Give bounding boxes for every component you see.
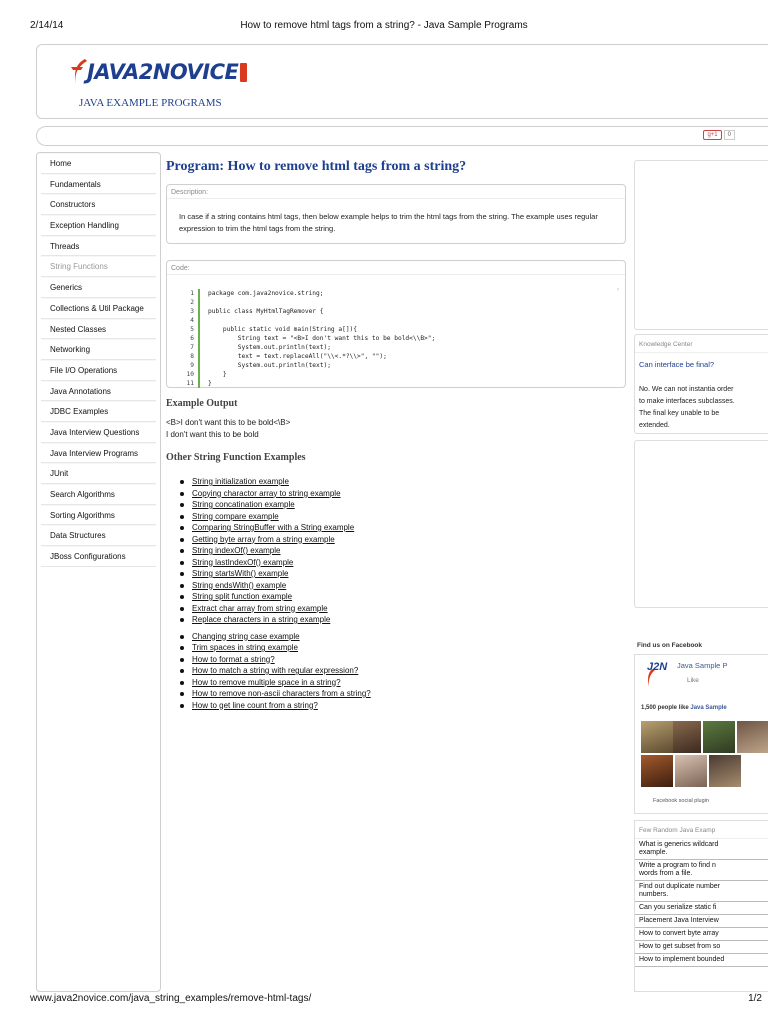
list-item	[180, 545, 626, 557]
facebook-like-button[interactable]: Like	[687, 677, 699, 684]
print-page-number: 1/2	[748, 993, 762, 1004]
example-link[interactable]: Replace characters in a string example	[192, 615, 331, 624]
list-item	[180, 631, 626, 643]
print-date: 2/14/14	[30, 20, 64, 31]
main-content	[166, 152, 626, 711]
logo-swoosh-icon	[67, 57, 89, 87]
list-item	[180, 534, 626, 546]
knowledge-answer: No. We can not instantia order to make interfaces subclasses. The final key unable to be extended.	[639, 386, 735, 429]
print-title: How to remove html tags from a string? - Java Sample Programs	[240, 20, 528, 31]
other-examples-title: Other String Function Examples	[166, 452, 306, 463]
knowledge-center-panel	[634, 334, 768, 434]
list-item	[180, 511, 626, 523]
sidebar-item-java-annotations[interactable]: Java Annotations	[41, 381, 156, 402]
sidebar-item-generics[interactable]: Generics	[41, 277, 156, 298]
sidebar-item-file-io[interactable]: File I/O Operations	[41, 360, 156, 381]
code-expand-icon[interactable]: ›	[617, 287, 619, 293]
example-link[interactable]: Changing string case example	[192, 631, 300, 641]
code-line: 2	[185, 298, 609, 307]
random-examples-panel	[634, 820, 768, 992]
random-example-link[interactable]: Find out duplicate number numbers.	[635, 881, 768, 902]
ad-slot	[634, 160, 768, 330]
code-line: 1 package com.java2novice.string;	[185, 289, 609, 298]
output-title: Example Output	[166, 398, 238, 409]
example-link[interactable]: String indexOf() example	[192, 546, 281, 555]
sidebar-item-nested-classes[interactable]: Nested Classes	[41, 319, 156, 340]
example-link[interactable]: How to remove non-ascii characters from a string?	[192, 689, 371, 698]
list-item	[180, 476, 626, 488]
random-example-link[interactable]: Can you serialize static fi	[635, 902, 768, 915]
sidebar-item-string-functions[interactable]: String Functions	[41, 256, 156, 277]
fan-avatar[interactable]	[709, 755, 741, 787]
fan-avatar[interactable]	[641, 721, 673, 753]
example-output	[166, 417, 626, 440]
random-examples-label: Few Random Java Examp	[635, 821, 768, 839]
page-title: Program: How to remove html tags from a string?	[166, 159, 467, 174]
sidebar-item-collections[interactable]: Collections & Util Package	[41, 298, 156, 319]
code-line: 3 public class MyHtmlTagRemover {	[185, 307, 609, 316]
code-panel	[166, 260, 626, 388]
nav-bar	[36, 126, 768, 146]
facebook-page-link[interactable]: Java Sample P	[677, 661, 728, 670]
example-link[interactable]: How to match a string with regular expression?	[192, 666, 359, 675]
knowledge-question-link[interactable]: Can interface be final?	[639, 360, 715, 369]
description-panel	[166, 184, 626, 244]
code-line: 6 String text = "<B>I don't want this to be bold<\\B>";	[185, 334, 609, 343]
example-link[interactable]: Getting byte array from a string example	[192, 534, 335, 544]
code-line: 9 System.out.println(text);	[185, 361, 609, 370]
list-item	[180, 591, 626, 603]
code-line: 11 }	[186, 380, 212, 387]
description-label: Description:	[167, 185, 625, 199]
example-link[interactable]: String concatination example	[192, 500, 295, 509]
code-line: 5 public static void main(String a[]){	[185, 325, 609, 334]
sidebar-item-data-structures[interactable]: Data Structures	[41, 525, 156, 546]
fan-avatar[interactable]	[669, 721, 701, 753]
sidebar-nav	[36, 152, 161, 992]
sidebar-item-networking[interactable]: Networking	[41, 339, 156, 360]
list-item	[180, 603, 626, 615]
example-link[interactable]: Trim spaces in string example	[192, 643, 298, 652]
list-item	[180, 568, 626, 580]
example-link[interactable]: How to remove multiple space in a string?	[192, 677, 341, 687]
example-link[interactable]: Extract char array from string example	[192, 603, 328, 613]
sidebar-item-exception-handling[interactable]: Exception Handling	[41, 215, 156, 236]
random-example-link[interactable]: How to implement bounded	[635, 954, 768, 967]
list-item	[180, 700, 626, 712]
list-item	[180, 642, 626, 654]
list-item	[180, 614, 626, 626]
code-line: 4	[185, 316, 609, 325]
output-line: I don't want this to be bold	[166, 429, 259, 439]
sidebar-item-search-algorithms[interactable]: Search Algorithms	[41, 484, 156, 505]
random-example-link[interactable]: How to get subset from so	[635, 941, 768, 954]
gplus-button[interactable]: g+1	[703, 130, 721, 140]
example-link[interactable]: Comparing StringBuffer with a String example	[192, 523, 355, 532]
list-item	[180, 654, 626, 666]
code-line: 8 text = text.replaceAll("\\<.*?\\>", "");	[185, 352, 609, 361]
sidebar-item-constructors[interactable]: Constructors	[41, 194, 156, 215]
code-line: 10 }	[186, 371, 227, 378]
list-item	[180, 488, 626, 500]
code-line: 7 System.out.println(text);	[185, 343, 609, 352]
sidebar-item-interview-programs[interactable]: Java Interview Programs	[41, 443, 156, 464]
code-block	[185, 289, 609, 388]
sidebar-item-home[interactable]: Home	[41, 153, 156, 174]
list-item	[180, 499, 626, 511]
example-link[interactable]: String endsWith() example	[192, 580, 287, 590]
example-link[interactable]: String split function example	[192, 592, 293, 601]
site-tagline: JAVA EXAMPLE PROGRAMS	[79, 97, 222, 109]
example-link[interactable]: String initialization example	[192, 477, 289, 486]
random-example-link[interactable]: Placement Java Interview	[635, 915, 768, 928]
facebook-like-count: 1,500 people like Java Sample	[641, 705, 727, 711]
fan-avatar[interactable]	[703, 721, 735, 753]
sidebar-item-jdbc-examples[interactable]: JDBC Examples	[41, 401, 156, 422]
knowledge-center-label: Knowledge Center	[635, 335, 768, 353]
code-label: Code:	[167, 261, 625, 275]
fan-avatar[interactable]	[737, 721, 768, 753]
gplus-widget	[703, 130, 735, 140]
sidebar-item-interview-questions[interactable]: Java Interview Questions	[41, 422, 156, 443]
sidebar-item-fundamentals[interactable]: Fundamentals	[41, 174, 156, 195]
example-link[interactable]: String startsWith() example	[192, 569, 289, 578]
output-line: <B>I don't want this to be bold<\B>	[166, 418, 291, 427]
example-link[interactable]: How to get line count from a string?	[192, 700, 318, 710]
logo-text: JAVA2NOVICE	[87, 60, 239, 84]
facebook-plugin-label: Facebook social plugin	[653, 798, 709, 804]
list-item	[180, 580, 626, 592]
examples-list	[180, 631, 626, 712]
site-logo[interactable]	[67, 57, 247, 87]
list-item	[180, 677, 626, 689]
list-item	[180, 665, 626, 677]
example-link[interactable]: String compare example	[192, 511, 279, 521]
facebook-logo-text: J2N	[647, 661, 668, 673]
random-example-link[interactable]: Write a program to find n words from a file.	[635, 860, 768, 881]
examples-list	[180, 476, 626, 626]
facebook-title: Find us on Facebook	[637, 642, 703, 649]
fan-avatar[interactable]	[675, 755, 707, 787]
description-text: In case if a string contains html tags, then below example helps to trim the html tags from the string. The example uses regular expression to trim the html tags from the string.	[179, 212, 598, 233]
sidebar-item-sorting-algorithms[interactable]: Sorting Algorithms	[41, 505, 156, 526]
sidebar-item-jboss-configurations[interactable]: JBoss Configurations	[41, 546, 156, 567]
print-url: www.java2novice.com/java_string_examples/remove-html-tags/	[30, 993, 312, 1004]
example-link[interactable]: Copying charactor array to string example	[192, 488, 341, 498]
ad-slot	[634, 440, 768, 608]
facebook-widget	[634, 654, 768, 814]
sidebar-item-threads[interactable]: Threads	[41, 236, 156, 257]
example-link[interactable]: String lastIndexOf() example	[192, 557, 294, 567]
random-example-link[interactable]: How to convert byte array	[635, 928, 768, 941]
list-item	[180, 688, 626, 700]
random-example-link[interactable]: What is generics wildcard example.	[635, 839, 768, 860]
sidebar-item-junit[interactable]: JUnit	[41, 463, 156, 484]
list-item	[180, 522, 626, 534]
example-link[interactable]: How to format a string?	[192, 654, 275, 664]
site-header	[36, 44, 768, 119]
gplus-count: 0	[724, 130, 735, 140]
fan-avatar[interactable]	[641, 755, 673, 787]
list-item	[180, 557, 626, 569]
logo-badge	[240, 63, 247, 82]
